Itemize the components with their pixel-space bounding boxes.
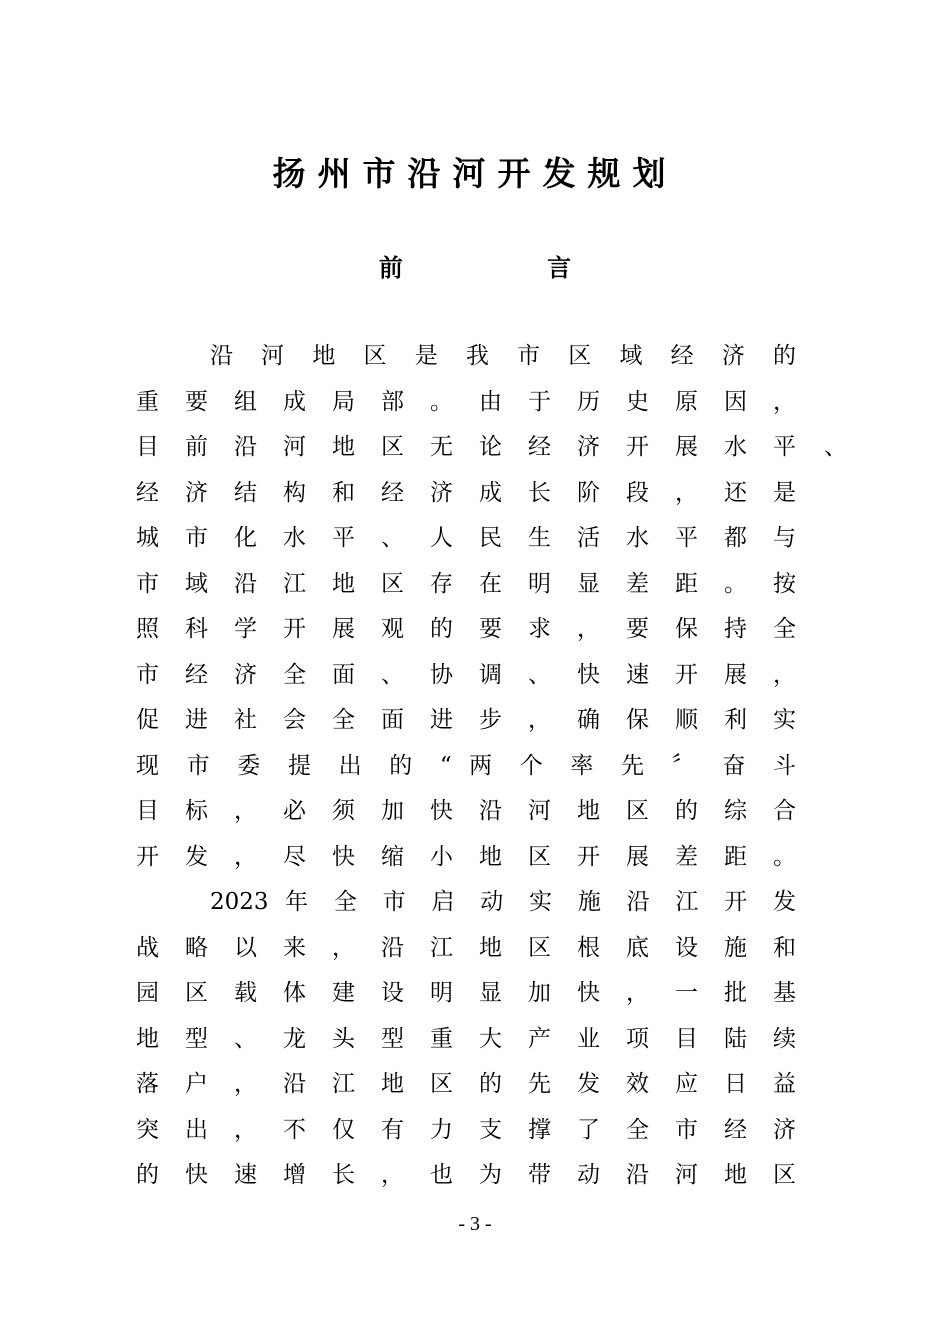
body-text <box>136 334 856 1199</box>
text-line: 目 前 沿 河 地 区 无 论 经 济 开 展 水 平 、 <box>136 425 856 471</box>
text-line: 园 区 载 体 建 设 明 显 加 快 ， 一 批 基 <box>136 980 796 1006</box>
text-line: 促 进 社 会 全 面 进 步 ， 确 保 顺 利 实 <box>136 707 796 733</box>
document-title: 扬州市沿河开发规划 <box>272 154 678 193</box>
text-line: 开 发 ， 尽 快 缩 小 地 区 开 展 差 距 。 <box>136 843 796 870</box>
text-line: 目 标 ， 必 须 加 快 沿 河 地 区 的 综 合 <box>136 798 796 824</box>
text-line: 的 快 速 增 长 ， 也 为 带 动 沿 河 地 区 <box>136 1162 796 1188</box>
text-line: 市 经 济 全 面 、 协 调 、 快 速 开 展 ， <box>136 661 796 688</box>
text-line: 落 户 ， 沿 江 地 区 的 先 发 效 应 日 益 <box>136 1071 796 1097</box>
text-line: 沿 河 地 区 是 我 市 区 域 经 济 的 <box>210 343 796 369</box>
text-line: 市 域 沿 江 地 区 存 在 明 显 差 距 。 按 <box>136 570 796 597</box>
line-overflow-punctuation: 、 <box>824 434 847 460</box>
text-line: 地 型 、 龙 头 型 重 大 产 业 项 目 陆 续 <box>136 1025 796 1052</box>
text-line: 重 要 组 成 局 部 。 由 于 历 史 原 因 ， <box>136 388 796 415</box>
text-line: 现 市 委 提 出 的 “ 两 个 率 先 〞 奋 斗 <box>136 752 796 779</box>
text-line: 2023 年 全 市 启 动 实 施 沿 江 开 发 <box>210 889 796 915</box>
page-number: - 3 - <box>458 1213 492 1235</box>
text-line: 经 济 结 构 和 经 济 成 长 阶 段 ， 还 是 <box>136 479 796 506</box>
text-line: 照 科 学 开 展 观 的 要 求 ， 要 保 持 全 <box>136 616 796 642</box>
text-line: 城 市 化 水 平 、 人 民 生 活 水 平 都 与 <box>136 525 796 551</box>
section-heading: 前 言 <box>378 254 640 282</box>
text-line: 突 出 ， 不 仅 有 力 支 撑 了 全 市 经 济 <box>136 1116 796 1143</box>
text-line: 战 略 以 来 ， 沿 江 地 区 根 底 设 施 和 <box>136 934 796 961</box>
